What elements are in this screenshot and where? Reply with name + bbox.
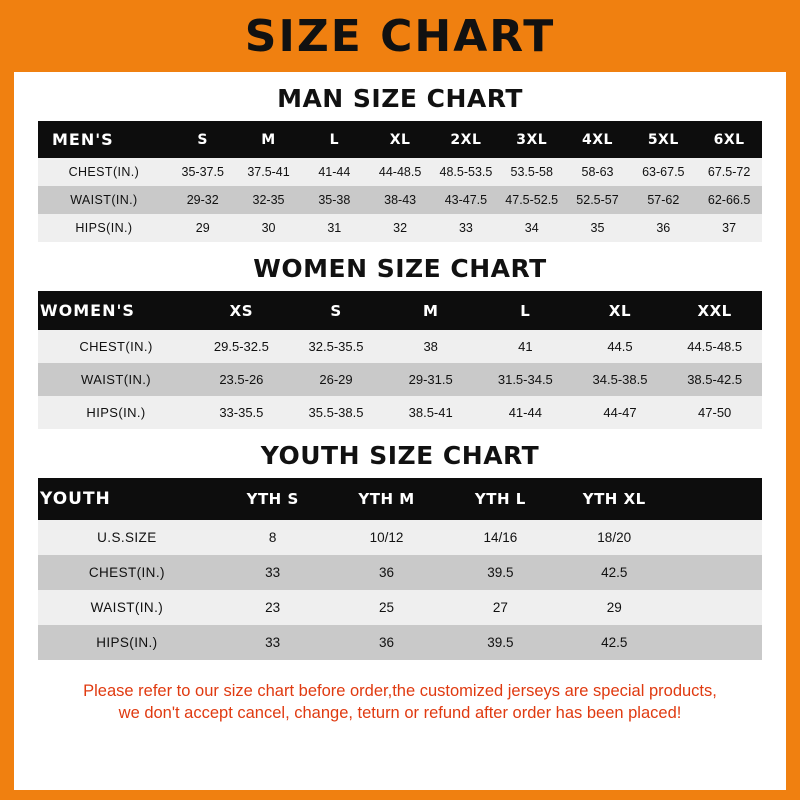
cell: 62-66.5 bbox=[696, 186, 762, 214]
cell: 36 bbox=[330, 625, 444, 660]
cell: 31.5-34.5 bbox=[478, 363, 573, 396]
table-row bbox=[38, 555, 762, 590]
cell: 38.5-41 bbox=[383, 396, 478, 429]
row-label-chest: CHEST(IN.) bbox=[38, 158, 170, 186]
cell: 29 bbox=[557, 590, 671, 625]
section-man bbox=[14, 84, 786, 242]
cell: 53.5-58 bbox=[499, 158, 565, 186]
cell: 41 bbox=[478, 330, 573, 363]
cell: 14/16 bbox=[443, 520, 557, 555]
cell: 32 bbox=[367, 214, 433, 242]
cell: 23 bbox=[216, 590, 330, 625]
column-header-xl: XL bbox=[367, 121, 433, 158]
column-header-s: S bbox=[289, 291, 384, 330]
cell: 32-35 bbox=[236, 186, 302, 214]
cell: 37 bbox=[696, 214, 762, 242]
row-label-hips: HIPS(IN.) bbox=[38, 625, 216, 660]
cell: 32.5-35.5 bbox=[289, 330, 384, 363]
column-header-xs: XS bbox=[194, 291, 289, 330]
cell: 35-37.5 bbox=[170, 158, 236, 186]
column-header-xxl: XXL bbox=[667, 291, 762, 330]
row-label-hips: HIPS(IN.) bbox=[38, 396, 194, 429]
footer-note bbox=[14, 674, 786, 725]
column-header-l: L bbox=[478, 291, 573, 330]
page-title: SIZE CHART bbox=[244, 10, 556, 62]
column-header-m: M bbox=[383, 291, 478, 330]
table-header-row bbox=[38, 121, 762, 158]
table-row bbox=[38, 396, 762, 429]
table-row bbox=[38, 330, 762, 363]
section-title-youth: YOUTH SIZE CHART bbox=[260, 441, 540, 470]
column-header-l: L bbox=[301, 121, 367, 158]
cell-spacer bbox=[671, 590, 762, 625]
table-header-row bbox=[38, 291, 762, 330]
cell: 52.5-57 bbox=[565, 186, 631, 214]
column-header-xl: XL bbox=[573, 291, 668, 330]
column-header-m: M bbox=[236, 121, 302, 158]
cell: 35 bbox=[565, 214, 631, 242]
bottom-band bbox=[0, 790, 800, 800]
table-row bbox=[38, 363, 762, 396]
column-header-2xl: 2XL bbox=[433, 121, 499, 158]
footer-note-line-2: we don't accept cancel, change, teturn or refund after order has been placed! bbox=[118, 704, 682, 723]
section-youth bbox=[14, 441, 786, 660]
cell: 44.5-48.5 bbox=[667, 330, 762, 363]
men-size-table bbox=[38, 121, 762, 242]
cell: 42.5 bbox=[557, 555, 671, 590]
cell: 35-38 bbox=[301, 186, 367, 214]
table-row bbox=[38, 590, 762, 625]
cell: 34 bbox=[499, 214, 565, 242]
cell: 29 bbox=[170, 214, 236, 242]
footer-note-line-1: Please refer to our size chart before order,the customized jerseys are special products, bbox=[83, 682, 717, 700]
cell: 44-48.5 bbox=[367, 158, 433, 186]
table-row bbox=[38, 186, 762, 214]
cell: 29.5-32.5 bbox=[194, 330, 289, 363]
column-header-yth-s: YTH S bbox=[216, 478, 330, 520]
cell: 67.5-72 bbox=[696, 158, 762, 186]
cell: 23.5-26 bbox=[194, 363, 289, 396]
cell: 47-50 bbox=[667, 396, 762, 429]
cell: 29-32 bbox=[170, 186, 236, 214]
cell: 25 bbox=[330, 590, 444, 625]
cell: 63-67.5 bbox=[630, 158, 696, 186]
cell-spacer bbox=[671, 625, 762, 660]
column-header-6xl: 6XL bbox=[696, 121, 762, 158]
column-header-yth-l: YTH L bbox=[443, 478, 557, 520]
row-label-waist: WAIST(IN.) bbox=[38, 363, 194, 396]
cell: 38 bbox=[383, 330, 478, 363]
column-header-mens: MEN'S bbox=[38, 121, 170, 158]
cell: 39.5 bbox=[443, 625, 557, 660]
women-size-table bbox=[38, 291, 762, 429]
cell: 27 bbox=[443, 590, 557, 625]
cell: 44.5 bbox=[573, 330, 668, 363]
cell: 36 bbox=[330, 555, 444, 590]
cell: 38-43 bbox=[367, 186, 433, 214]
cell: 42.5 bbox=[557, 625, 671, 660]
column-header-4xl: 4XL bbox=[565, 121, 631, 158]
column-header-spacer bbox=[671, 478, 762, 520]
cell: 8 bbox=[216, 520, 330, 555]
cell: 38.5-42.5 bbox=[667, 363, 762, 396]
cell-spacer bbox=[671, 520, 762, 555]
cell: 33-35.5 bbox=[194, 396, 289, 429]
row-label-chest: CHEST(IN.) bbox=[38, 555, 216, 590]
cell: 48.5-53.5 bbox=[433, 158, 499, 186]
table-header-row bbox=[38, 478, 762, 520]
column-header-s: S bbox=[170, 121, 236, 158]
column-header-5xl: 5XL bbox=[630, 121, 696, 158]
column-header-3xl: 3XL bbox=[499, 121, 565, 158]
cell: 29-31.5 bbox=[383, 363, 478, 396]
table-row bbox=[38, 158, 762, 186]
row-label-waist: WAIST(IN.) bbox=[38, 590, 216, 625]
row-label-waist: WAIST(IN.) bbox=[38, 186, 170, 214]
cell: 47.5-52.5 bbox=[499, 186, 565, 214]
table-row bbox=[38, 625, 762, 660]
column-header-youth: YOUTH bbox=[38, 478, 216, 520]
cell: 26-29 bbox=[289, 363, 384, 396]
row-label-chest: CHEST(IN.) bbox=[38, 330, 194, 363]
cell: 39.5 bbox=[443, 555, 557, 590]
row-label-us-size: U.S.SIZE bbox=[38, 520, 216, 555]
cell: 58-63 bbox=[565, 158, 631, 186]
cell: 57-62 bbox=[630, 186, 696, 214]
cell: 41-44 bbox=[301, 158, 367, 186]
cell: 35.5-38.5 bbox=[289, 396, 384, 429]
table-row bbox=[38, 214, 762, 242]
cell: 10/12 bbox=[330, 520, 444, 555]
section-title-women: WOMEN SIZE CHART bbox=[253, 254, 547, 283]
cell: 33 bbox=[216, 625, 330, 660]
row-label-hips: HIPS(IN.) bbox=[38, 214, 170, 242]
cell: 33 bbox=[216, 555, 330, 590]
youth-size-table bbox=[38, 478, 762, 660]
section-women bbox=[14, 254, 786, 429]
column-header-yth-m: YTH M bbox=[330, 478, 444, 520]
column-header-yth-xl: YTH XL bbox=[557, 478, 671, 520]
section-title-man: MAN SIZE CHART bbox=[277, 84, 523, 113]
cell: 18/20 bbox=[557, 520, 671, 555]
cell: 37.5-41 bbox=[236, 158, 302, 186]
cell: 31 bbox=[301, 214, 367, 242]
cell: 43-47.5 bbox=[433, 186, 499, 214]
cell-spacer bbox=[671, 555, 762, 590]
table-row bbox=[38, 520, 762, 555]
cell: 34.5-38.5 bbox=[573, 363, 668, 396]
cell: 36 bbox=[630, 214, 696, 242]
header-band bbox=[0, 0, 800, 72]
column-header-womens: WOMEN'S bbox=[38, 291, 194, 330]
cell: 33 bbox=[433, 214, 499, 242]
cell: 44-47 bbox=[573, 396, 668, 429]
cell: 41-44 bbox=[478, 396, 573, 429]
cell: 30 bbox=[236, 214, 302, 242]
